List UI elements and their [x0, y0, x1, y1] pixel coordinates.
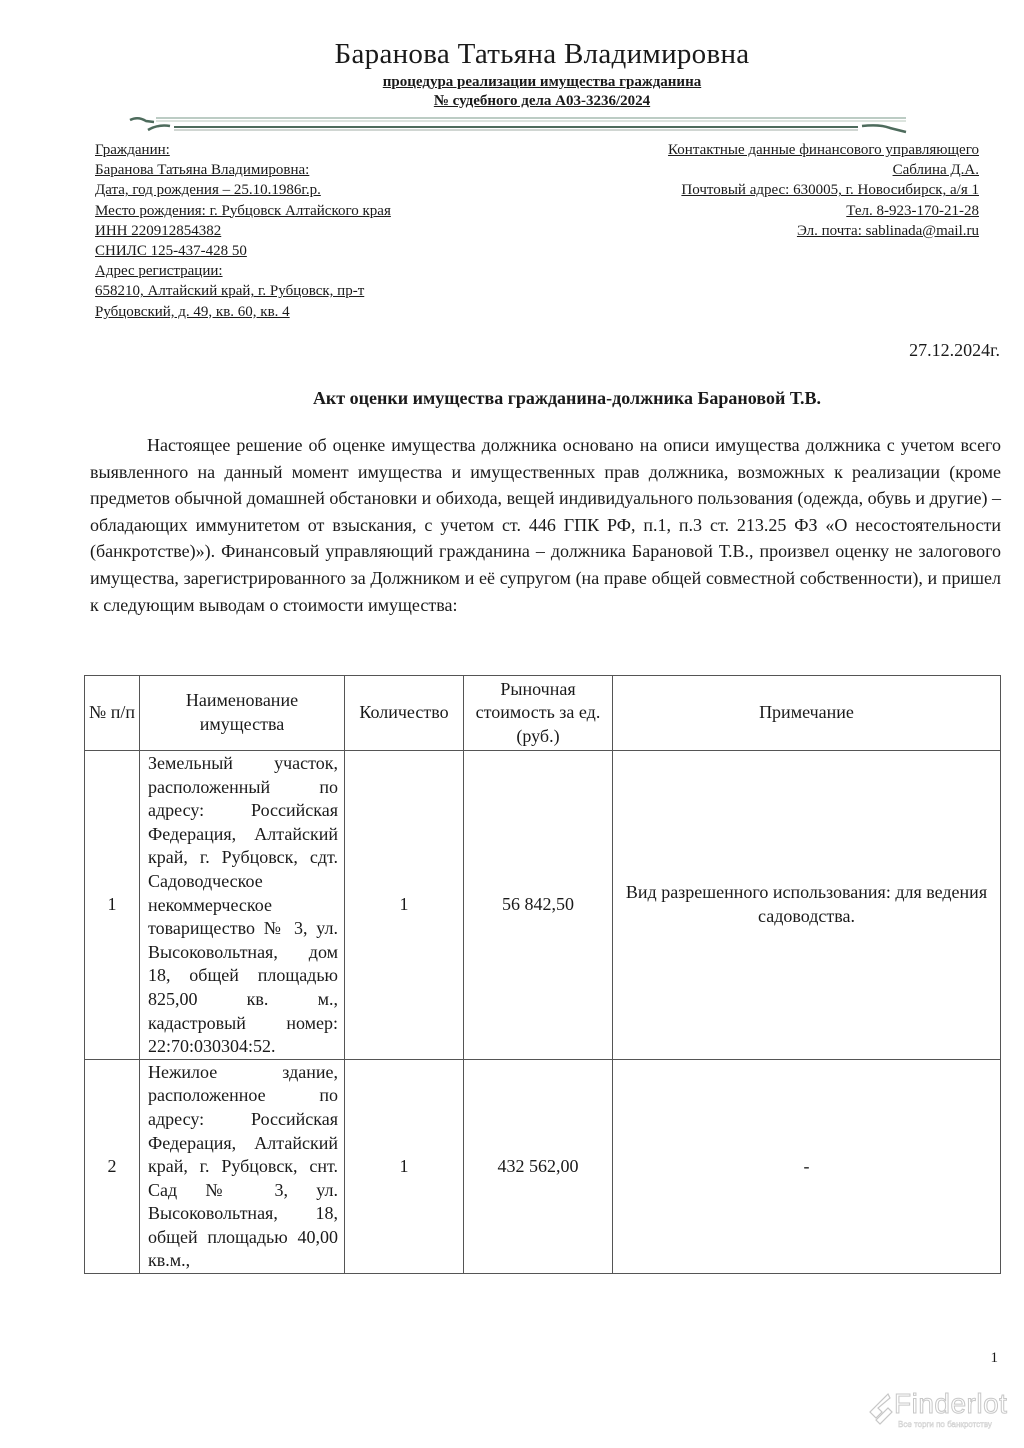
header-note: Примечание	[613, 676, 1001, 751]
header-price: Рыночная стоимость за ед. (руб.)	[464, 676, 613, 751]
citizen-inn: ИНН 220912854382	[95, 222, 222, 239]
table-header-row	[85, 676, 1001, 751]
ornamental-divider	[128, 112, 908, 134]
act-date: 27.12.2024г.	[909, 340, 1000, 360]
cell-quantity: 1	[345, 1059, 464, 1273]
act-body-paragraph: Настоящее решение об оценке имущества должника основано на описи имущества должника с учетом всего выявленного на данный момент имущества и имущественных прав должника, возможных к реализации (кроме предметов обычной домашней обстановки и обихода, вещей индивидуального пользования (одежда, обувь и другие) – обладающих иммунитетом от взыскания, с учетом ст. 446 ГПК РФ, п.1, п.3 ст. 213.25 ФЗ «О несостоятельности (банкротстве)»). Финансовый управляющий гражданина – должника Барановой Т.В., произвел оценку не залогового имущества, зарегистрированного за Должником и её супругом (на праве общей совместной собственности), и пришел к следующим выводам о стоимости имущества:	[90, 435, 1001, 615]
citizen-details	[95, 140, 475, 322]
cell-note: Вид разрешенного использования: для ведения садоводства.	[613, 751, 1001, 1060]
manager-name: Саблина Д.А.	[892, 162, 979, 179]
cell-name: Земельный участок, расположенный по адресу: Российская Федерация, Алтайский край, г. Рубцовск, сдт. Садоводческое некоммерческое товарищество № 3, ул. Высоковольтная, дом 18, общей площадью 825,00 кв. м., кадастровый номер: 22:70:030304:52.	[140, 751, 345, 1060]
header-number: № п/п	[85, 676, 140, 751]
finderlot-logo-icon	[866, 1392, 894, 1428]
citizen-name: Баранова Татьяна Владимировна:	[95, 162, 310, 179]
citizen-birthplace: Место рождения: г. Рубцовск Алтайского края	[95, 202, 391, 219]
citizen-address-label: Адрес регистрации:	[95, 263, 223, 280]
manager-contacts	[559, 140, 979, 241]
assets-table	[84, 675, 1001, 1274]
cell-price: 56 842,50	[464, 751, 613, 1060]
act-title: Акт оценки имущества гражданина-должника Барановой Т.В.	[312, 388, 822, 408]
table-row	[85, 1059, 1001, 1273]
page-number: 1	[990, 1350, 998, 1366]
watermark	[860, 1388, 1020, 1434]
citizen-address-line-2: Рубцовский, д. 49, кв. 60, кв. 4	[95, 303, 290, 320]
cell-note: -	[613, 1059, 1001, 1273]
table-row	[85, 751, 1001, 1060]
case-number: № судебного дела А03-3236/2024	[433, 93, 651, 109]
citizen-label: Гражданин:	[95, 142, 170, 158]
cell-quantity: 1	[345, 751, 464, 1060]
manager-email[interactable]: Эл. почта: sablinada@mail.ru	[796, 222, 979, 239]
citizen-birthdate: Дата, год рождения – 25.10.1986г.р.	[95, 182, 321, 199]
cell-number: 2	[85, 1059, 140, 1273]
cell-price: 432 562,00	[464, 1059, 613, 1273]
manager-phone: Тел. 8-923-170-21-28	[846, 202, 979, 219]
citizen-snils: СНИЛС 125-437-428 50	[95, 243, 247, 260]
citizen-address-line-1: 658210, Алтайский край, г. Рубцовск, пр-т	[95, 283, 365, 300]
watermark-brand: Finderlot	[894, 1388, 1008, 1419]
procedure-subtitle: процедура реализации имущества гражданина	[382, 74, 702, 90]
manager-postal-address: Почтовый адрес: 630005, г. Новосибирск, а/я 1	[681, 182, 979, 199]
manager-contacts-label: Контактные данные финансового управляющего	[668, 142, 979, 158]
header-name: Наименование имущества	[140, 676, 345, 751]
debtor-name-heading: Баранова Татьяна Владимировна	[334, 38, 750, 70]
cell-name: Нежилое здание, расположенное по адресу: Российская Федерация, Алтайский край, г. Рубцовск, снт. Сад № 3, ул. Высоковольтная, 18, общей площадью 40,00 кв.м.,	[140, 1059, 345, 1273]
header-quantity: Количество	[345, 676, 464, 751]
watermark-tagline: Все торги по банкротству	[898, 1420, 992, 1429]
cell-number: 1	[85, 751, 140, 1060]
